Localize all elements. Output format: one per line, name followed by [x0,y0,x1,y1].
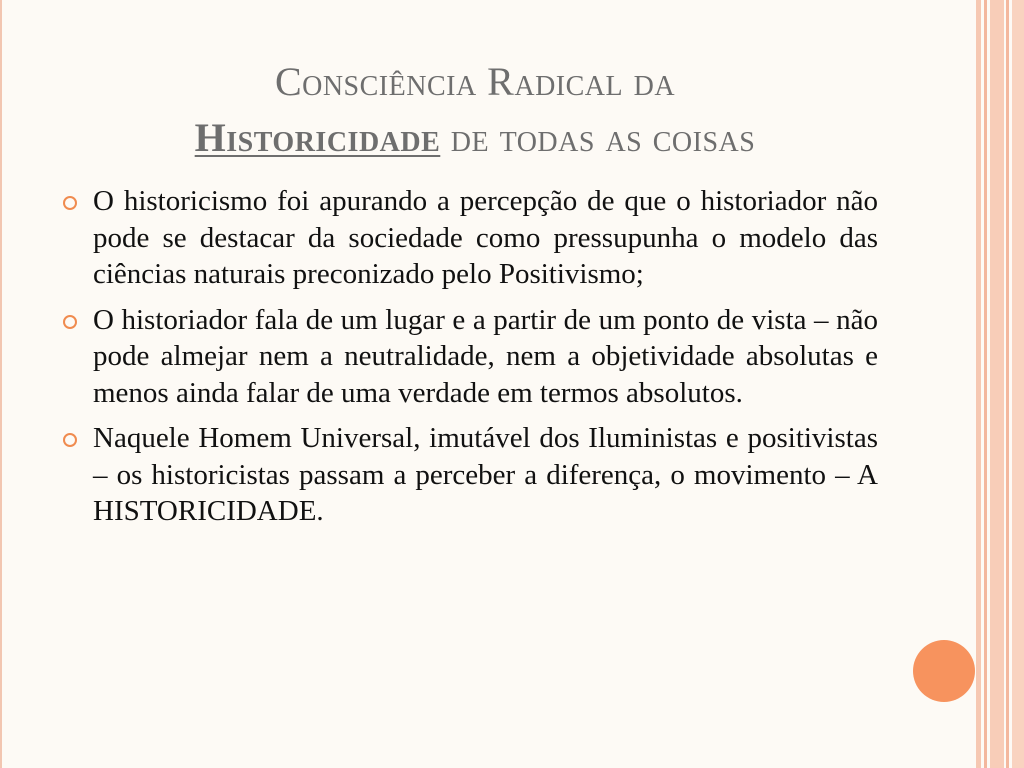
bullet-text: Naquele Homem Universal, imutável dos Iluministas e positivistas – os historicistas passam a perceber a diferença, o movimento – A HISTORICIDADE. [93,422,878,527]
list-item [60,420,878,530]
list-item [60,302,878,412]
title-line-2 [60,110,890,166]
right-decorative-stripes [976,0,1024,768]
stripe [1012,0,1024,768]
title-line-1: Consciência Radical da [274,59,676,104]
ring-bullet-icon [63,196,77,210]
orange-circle-decoration [913,640,975,702]
ring-bullet-icon [63,315,77,329]
stripe [984,0,987,768]
title-line-2-rest: de todas as coisas [440,115,756,160]
ring-bullet-icon [63,433,77,447]
stripe [990,0,1004,768]
stripe [1006,0,1009,768]
bullet-text: O historicismo foi apurando a percepção de que o historiador não pode se destacar da sociedade como pressupunha o modelo das ciências naturais preconizado pelo Positivismo; [93,185,878,290]
title-underlined-word: Historicidade [194,115,441,160]
bullet-text: O historiador fala de um lugar e a partir de um ponto de vista – não pode almejar nem a neutralidade, nem a objetividade absolutas e menos ainda falar de uma verdade em termos absolutos. [93,303,878,409]
left-border-line [0,0,2,768]
stripe [976,0,981,768]
slide-title [60,54,890,166]
list-item [60,183,878,293]
bullet-list [60,183,878,539]
